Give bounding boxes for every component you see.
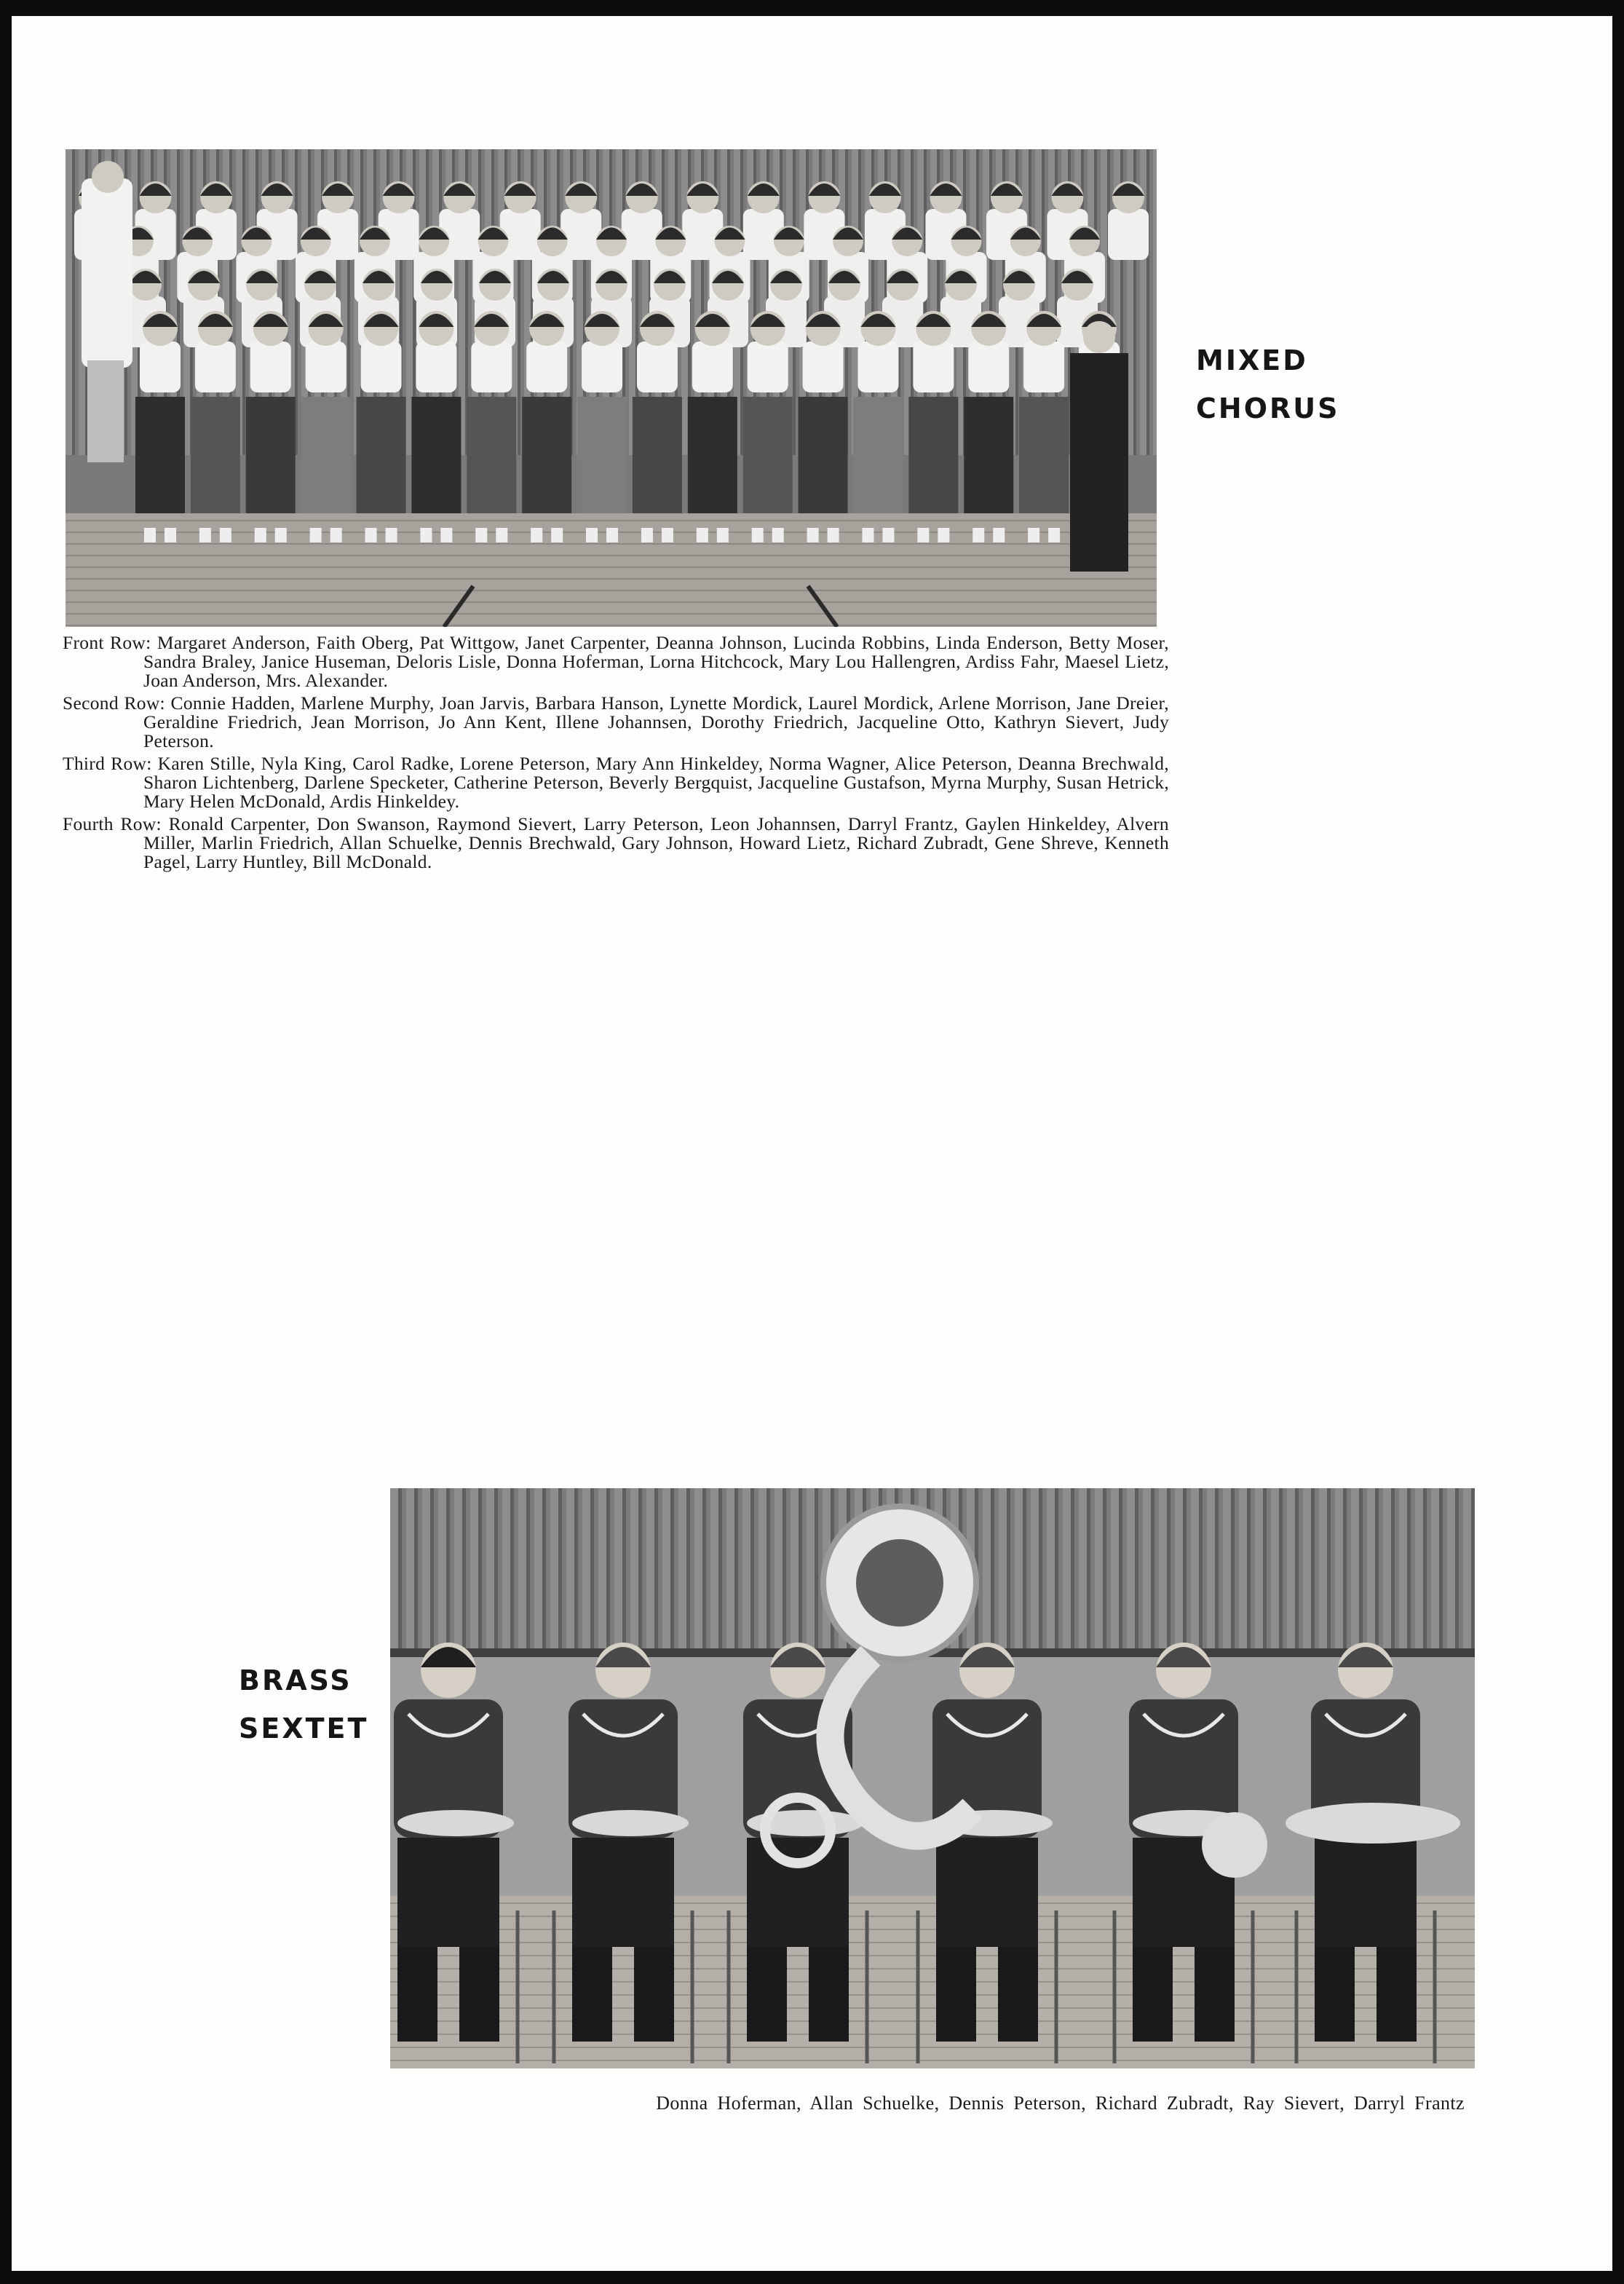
row-label: Fourth Row: (63, 813, 162, 834)
row-names: Margaret Anderson, Faith Oberg, Pat Wittgow, Janet Carpenter, Deanna Johnson, Lucinda Robbins, Linda Enderson, Betty Moser, Sandra Braley, Janice Huseman, Deloris Lisle, Donna Hoferman, Lorna Hitchcock, Mary Lou Hallengren, Ardiss Fahr, Maesel Lietz, Joan Anderson, Mrs. Alexander. (143, 632, 1169, 691)
brass-sextet-photo (390, 1488, 1475, 2068)
fourth-row-names (63, 815, 1169, 872)
row-label: Front Row: (63, 632, 151, 653)
row-label: Second Row: (63, 692, 165, 714)
mixed-chorus-photo-image (66, 149, 1157, 627)
front-row-names (63, 633, 1169, 690)
third-row-names (63, 754, 1169, 811)
row-label: Third Row: (63, 753, 152, 774)
second-row-names (63, 694, 1169, 751)
mixed-chorus-photo (66, 149, 1157, 627)
brass-sextet-caption: Donna Hoferman, Allan Schuelke, Dennis Peterson, Richard Zubradt, Ray Sievert, Darryl Frantz (656, 2093, 1465, 2114)
yearbook-page (12, 16, 1612, 2271)
brass-sextet-photo-image (390, 1488, 1475, 2068)
row-names: Karen Stille, Nyla King, Carol Radke, Lorene Peterson, Mary Ann Hinkeldey, Norma Wagner, Alice Peterson, Deanna Brechwald, Sharon Lichtenberg, Darlene Specketer, Catherine Peterson, Beverly Bergquist, Jacqueline Gustafson, Myrna Murphy, Susan Hetrick, Mary Helen McDonald, Ardis Hinkeldey. (143, 753, 1169, 812)
row-names: Connie Hadden, Marlene Murphy, Joan Jarvis, Barbara Hanson, Lynette Mordick, Laurel Mordick, Arlene Morrison, Jane Dreier, Geraldine Friedrich, Jean Morrison, Jo Ann Kent, Illene Johannsen, Dorothy Friedrich, Jacqueline Otto, Kathryn Sievert, Judy Peterson. (143, 692, 1169, 751)
mixed-chorus-names (63, 633, 1169, 875)
row-names: Ronald Carpenter, Don Swanson, Raymond Sievert, Larry Peterson, Leon Johannsen, Darryl Frantz, Gaylen Hinkeldey, Alvern Miller, Marlin Friedrich, Allan Schuelke, Dennis Brechwald, Gary Johnson, Howard Lietz, Richard Zubradt, Gene Shreve, Kenneth Pagel, Larry Huntley, Bill McDonald. (143, 813, 1169, 872)
mixed-chorus-title: MIXED CHORUS (1196, 344, 1340, 424)
brass-sextet-title: BRASS SEXTET (239, 1664, 369, 1744)
